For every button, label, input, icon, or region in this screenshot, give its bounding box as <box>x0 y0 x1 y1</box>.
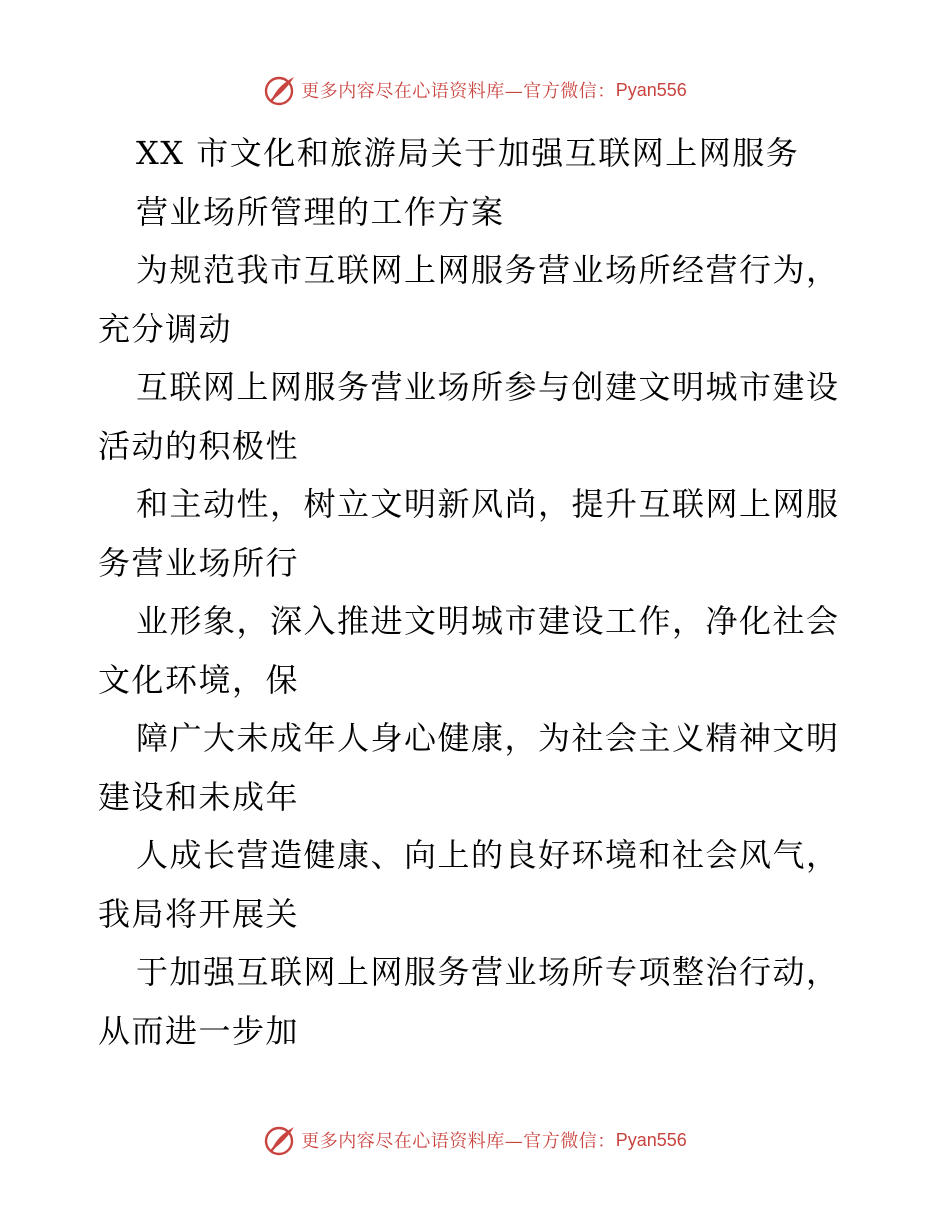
paragraph-line: 障广大未成年人身心健康，为社会主义精神文明 <box>136 719 840 757</box>
document-body <box>98 124 858 1060</box>
paragraph-line: 活动的积极性 <box>98 426 300 465</box>
header-watermark-banner <box>0 70 950 110</box>
paragraph-line: 互联网上网服务营业场所参与创建文明城市建设 <box>136 368 840 406</box>
footer-watermark-group <box>263 1123 687 1157</box>
paragraph-line: 为规范我市互联网上网服务营业场所经营行为， <box>136 251 840 289</box>
watermark-wechat-id: Pyan556 <box>615 79 687 100</box>
paragraph-line: 营业场所管理的工作方案 <box>136 192 505 231</box>
paragraph-line: 于加强互联网上网服务营业场所专项整治行动， <box>136 953 840 991</box>
quill-pen-icon <box>263 73 297 107</box>
watermark-wechat-id: Pyan556 <box>615 1129 687 1150</box>
paragraph-line: 文化环境，保 <box>98 660 300 699</box>
watermark-text: 更多内容尽在心语资料库—官方微信： <box>301 81 616 102</box>
quill-pen-icon <box>263 1123 297 1157</box>
watermark-text: 更多内容尽在心语资料库—官方微信： <box>301 1131 616 1152</box>
paragraph-line: 业形象，深入推进文明城市建设工作，净化社会 <box>136 602 840 640</box>
header-watermark-group <box>263 73 687 107</box>
footer-watermark-banner <box>0 1120 950 1160</box>
paragraph-line: 我局将开展关 <box>98 894 300 933</box>
paragraph-line: 建设和未成年 <box>98 777 300 816</box>
paragraph-line: 务营业场所行 <box>98 543 300 582</box>
paragraph-line: 从而进一步加 <box>98 1011 300 1050</box>
paragraph-line: 充分调动 <box>98 309 233 348</box>
paragraph-line: 人成长营造健康、向上的良好环境和社会风气， <box>136 836 840 874</box>
paragraph-line: XX 市文化和旅游局关于加强互联网上网服务 <box>136 134 800 172</box>
paragraph-line: 和主动性，树立文明新风尚，提升互联网上网服 <box>136 485 840 523</box>
